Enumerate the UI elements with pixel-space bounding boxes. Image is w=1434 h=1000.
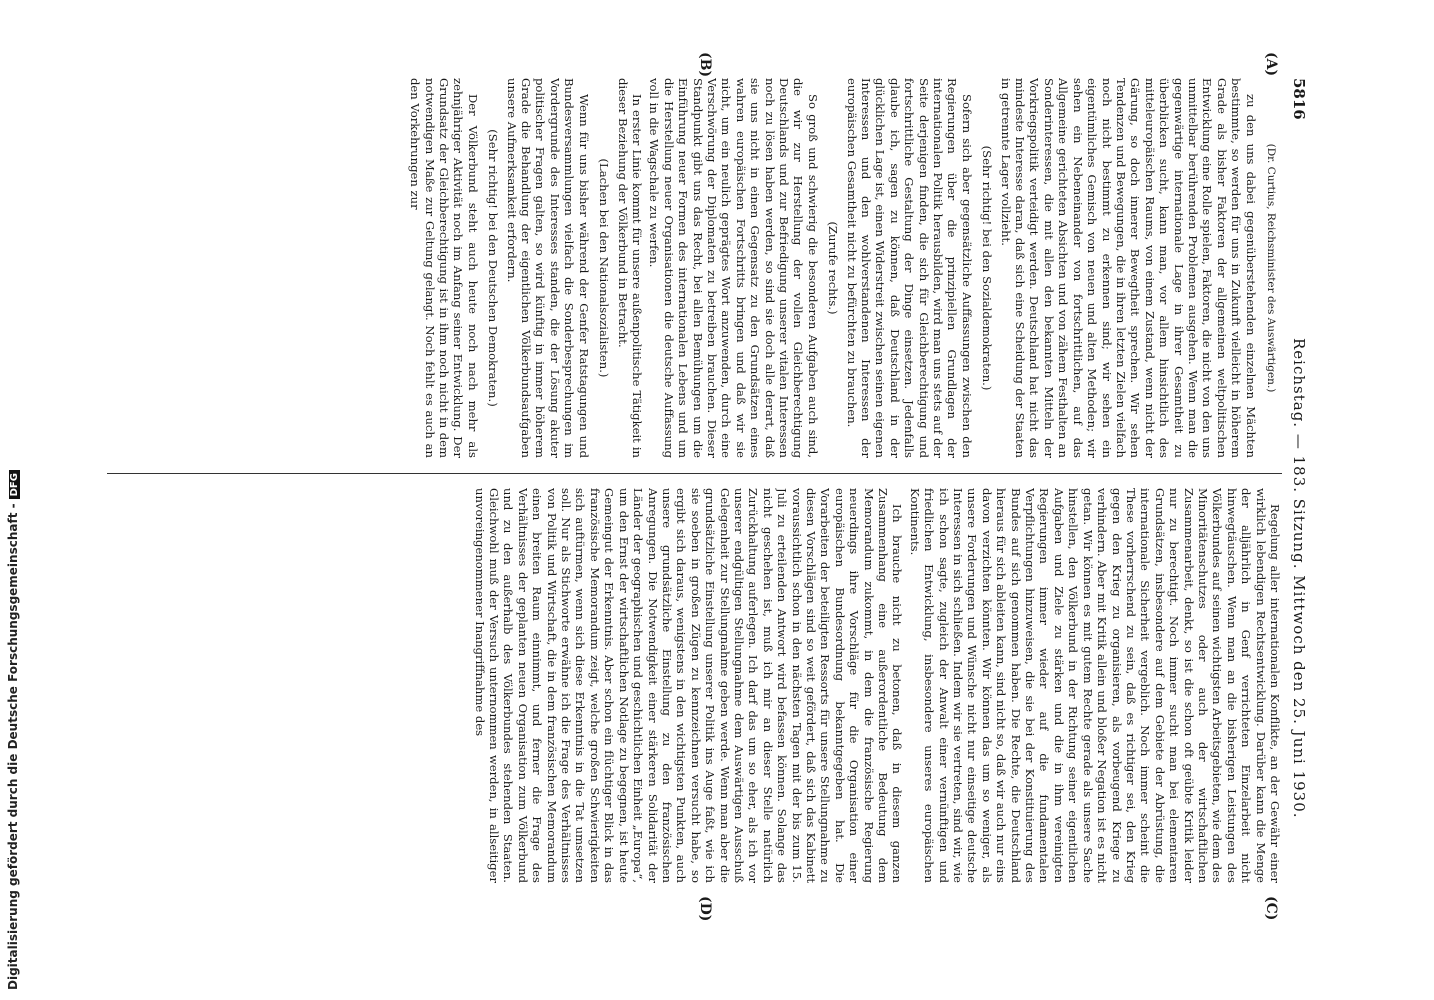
page-title: Reichstag. — 183. Sitzung. Mittwoch den 25. Juni 1930. bbox=[1290, 338, 1308, 819]
credit-text: Digitalisierung gefördert durch die Deutsche Forschungsgemeinschaft - bbox=[6, 503, 20, 990]
paragraph: zu den uns dabei gegenüberstehenden einzelnen Mächten bestimmte, so werden für uns in Zukunft vielleicht in höherem Grade als bisher Faktoren der allgemeinen weltpolitischen Entwicklung eine Rolle spielen, Faktoren, die nicht von den uns unmittelbar berührenden Problemen ausgehen. Wenn man die gegenwärtige internationale Lage in ihrer Gesamtheit zu überblicken sucht, kann man, vor allem hinsichtlich des mitteleuropäischen Raums, von einem Zustand, wenn nicht der Gärung, so doch innerer Bewegtheit sprechen. Wir sehen Tendenzen und Bewegungen, die in ihren letzten Zielen vielfach noch nicht bestimmt zu erkennen sind; wir sehen ein eigentümliches Gemisch von neuen und alten Methoden; wir sehen ein Nebeneinander von fortschrittlichen, auf das Allgemeine gerichteten Absichten und von zähem Festhalten an Sonderinteressen, die mit allen den bekannten Mitteln der Vorkriegspolitik verteidigt werden. Deutschland hat nicht das mindeste Interesse daran, daß sich eine Scheidung der Staaten in getrennte Lager vollzieht. bbox=[998, 78, 1258, 458]
dfg-logo: DFG bbox=[9, 470, 20, 499]
paragraph: Regelung aller internationalen Konflikte, an der Gewähr einer wirklich lebendigen Rechtsentwicklung. Darüber kann die Menge der alljährlich in Genf verrichteten Einzelarbeit nicht hinwegtäuschen. Wenn man an die bisherigen Leistungen des Völkerbundes auf seinen wichtigsten Arbeitsgebieten, wie dem des Minoritätenschutzes oder auch der wirtschaftlichen Zusammenarbeit, denkt, so ist die schon oft geübte Kritik leider nur zu berechtigt. Noch immer sucht man bei elementaren Grundsätzen, insbesondere auf dem Gebiete der Abrüstung, die internationale Sicherheit vergeblich. Noch immer scheint die These vorherrschend zu sein, daß es richtiger sei, den Krieg gegen den Krieg zu organisieren, als vorbeugend Kriege zu verhindern. Aber mit Kritik allein und bloßer Negation ist es nicht getan. Wir können es mit gutem Rechte gerade als unsere Sache hinstellen, den Völkerbund in der Richtung seiner eigentlichen Aufgaben und Ziele zu stärken und die in ihm vereinigten Regierungen immer wieder auf die fundamentalen Verpflichtungen hinzuweisen, die sie bei der Konstituierung des Bundes auf sich genommen haben. Die Rechte, die Deutschland hieraus für sich ableiten kann, sind nicht so, daß wir auch nur eins davon verzichten könnten. Wir können das um so weniger, als unsere Forderungen und Wünsche nicht nur einseitige deutsche Interessen in sich schließen. Indem wir sie vertreten, sind wir, wie ich schon sagte, zugleich der Anwalt einer vernünftigen und friedlichen Entwicklung, insbesondere unseres europäischen Kontinents. bbox=[907, 488, 1282, 883]
margin-marker-c: (C) bbox=[1263, 896, 1279, 921]
margin-marker-b: (B) bbox=[697, 52, 713, 78]
column-divider bbox=[107, 473, 1282, 474]
paragraph: In erster Linie kommt für unsere außenpolitische Tätigkeit in dieser Beziehung der Völkerbund in Betracht. bbox=[615, 78, 644, 458]
speaker-line: (Dr. Curtius, Reichsminister des Auswärtigen.) bbox=[1265, 143, 1277, 393]
left-column bbox=[405, 78, 1282, 458]
margin-marker-d: (D) bbox=[697, 896, 713, 922]
paragraph: Der Völkerbund steht auch heute noch nach mehr als zehnjähriger Aktivität noch im Anfang seiner Entwicklung. Der Grundsatz der Gleichberechtigung ist in ihm noch nicht in dem notwendigen Maße zur Geltung gelangt. Noch fehlt es auch an den Vorkehrungen zur bbox=[408, 78, 480, 458]
interjection: (Sehr richtig! bei den Sozialdemokraten.) bbox=[980, 145, 995, 391]
paragraph: So groß und schwierig die besonderen Aufgaben auch sind, die wir zur Herstellung der vollen Gleichberechtigung Deutschlands und zur Befriedigung unserer vitalen Interessen noch zu lösen haben werden, so sind sie doch alle derart, daß sie uns nicht in einen Gegensatz zu den Grundsätzen eines wahren europäischen Fortschritts bringen und daß wir sie nicht, um ein neulich geprägtes Wort anzuwenden, durch eine Verschwörung der Diplomaten zu betreiben brauchen. Dieser Standpunkt gibt uns das Recht, bei allen Bemühungen um die Einführung neuer Formen des internationalen Lebens und um die Herstellung neuer Organisationen die deutsche Auffassung voll in die Wagschale zu werfen. bbox=[647, 78, 820, 458]
paragraph: Sofern sich aber gegensätzliche Auffassungen zwischen den Regierungen über die prinzipiellen Grundlagen der internationalen Politik herausbilden, wird man uns stets auf der Seite derjenigen finden, die sich für Gleichberechtigung und fortschrittliche Gestaltung der Dinge einsetzen. Jedenfalls glaube ich, sagen zu können, daß Deutschland in der glücklichen Lage ist, einen Widerstreit zwischen seinen eigenen Interessen und den wohlverstandenen Interessen der europäischen Gesamtheit nicht zu befürchten zu brauchen. bbox=[844, 78, 974, 458]
paragraph: Wenn für uns bisher während der Genfer Ratstagungen und Bundesversammlungen vielfach die Sonderbesprechungen im Vordergrunde des Interesses standen, die der Lösung akuter politischer Fragen galten, so wird künftig in immer höherem Grade die Behandlung der eigentlichen Völkerbundsaufgaben unsere Aufmerksamkeit erfordern. bbox=[504, 78, 591, 458]
interjection: (Lachen bei den Nationalsozialisten.) bbox=[597, 158, 612, 378]
right-column bbox=[469, 488, 1282, 883]
digitization-credit bbox=[6, 470, 20, 990]
page-number: 5816 bbox=[1290, 78, 1308, 120]
margin-marker-a: (A) bbox=[1263, 52, 1279, 77]
page-header bbox=[1288, 78, 1310, 933]
margin-strip bbox=[0, 0, 30, 1000]
document-page bbox=[105, 52, 1310, 933]
interjection: (Zurufe rechts.) bbox=[826, 221, 841, 315]
interjection: (Sehr richtig! bei den Deutschen Demokraten.) bbox=[486, 129, 501, 407]
paragraph: Ich brauche nicht zu betonen, daß in diesem ganzen Zusammenhang eine außerordentliche Bedeutung dem Memorandum zukommt, in dem die französische Regierung neuerdings ihre Vorschläge für die Organisation einer europäischen Bundesordnung bekanntgegeben hat. Die Vorarbeiten der beteiligten Ressorts für unsere Stellungnahme zu diesen Vorschlägen sind so weit gefördert, daß sich das Kabinett voraussichtlich schon in den nächsten Tagen mit der bis zum 15. Juli zu erteilenden Antwort wird befassen können. Solange das nicht geschehen ist, muß ich mir an dieser Stelle natürlich Zurückhaltung auferlegen. Ich darf das um so eher, als ich vor unserer endgültigen Stellungnahme dem Auswärtigen Ausschuß Gelegenheit zur Stellungnahme geben werde. Wenn man aber die grundsätzliche Einstellung unserer Politik ins Auge faßt, wie ich sie soeben in großen Zügen zu kennzeichnen versucht habe, so ergibt sich daraus, wenigstens in den wichtigsten Punkten, auch unsere grundsätzliche Einstellung zu den französischen Anregungen. Die Notwendigkeit einer stärkeren Solidarität der Länder der geographischen und geschichtlichen Einheit „Europa“, um den Ernst der wirtschaftlichen Notlage zu begegnen, ist heute Gemeingut der Erkenntnis. Aber schon ein flüchtiger Blick in das französische Memorandum zeigt, welche großen Schwierigkeiten sich auftürmen, wenn sich diese Erkenntnis in die Tat umsetzen soll. Nur als Stichworte erwähne ich die Frage des Verhältnisses von Politik und Wirtschaft, die in dem französischen Memorandum einen breiten Raum einnimmt, und ferner die Frage des Verhältnisses der geplanten neuen Organisation zum Völkerbund und zu den außerhalb des Völkerbundes stehenden Staaten. Gleichwohl muß der Versuch unternommen werden, in allseitiger unvoreingenommener Inangriffnahme des bbox=[472, 488, 905, 883]
